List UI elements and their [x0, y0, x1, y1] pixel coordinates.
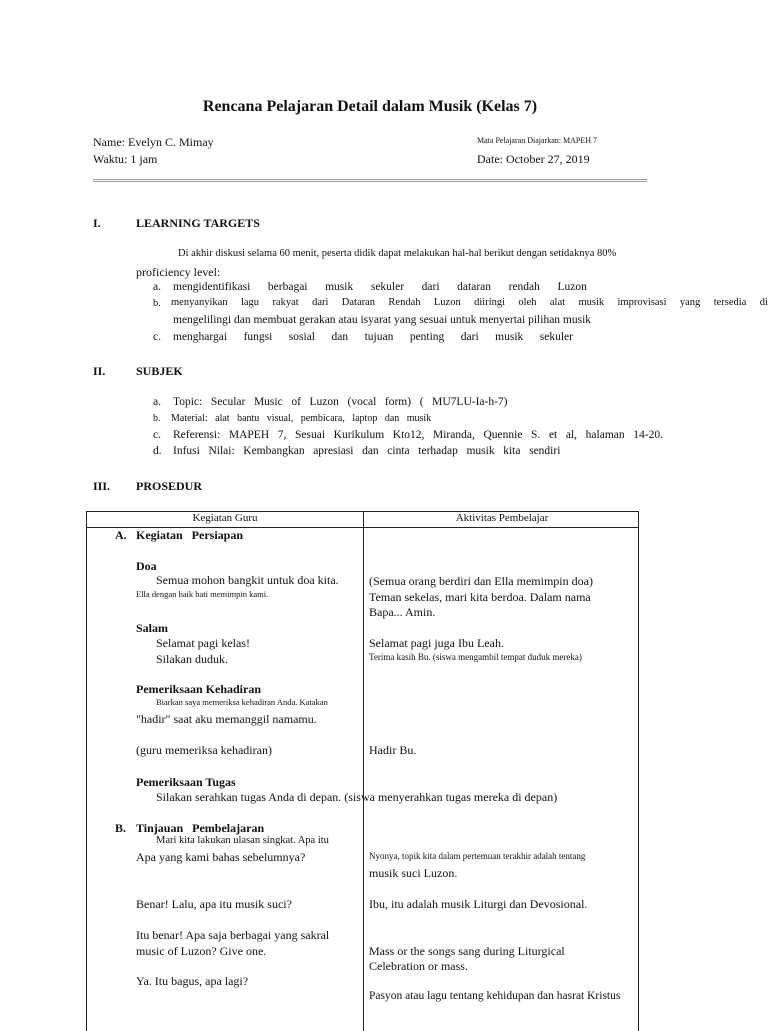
review-student-line5: Celebration or mass.: [369, 959, 468, 973]
review-teacher-line4: Itu benar! Apa saja berbagai yang sakral: [136, 928, 330, 942]
review-student-line4: Mass or the songs sang during Liturgical: [369, 944, 565, 958]
target-word: tujuan: [364, 331, 394, 343]
doa-student-line1: (Semua orang berdiri dan Ella memimpin doa): [369, 574, 593, 588]
attendance-student: Hadir Bu.: [369, 743, 417, 757]
column-divider: [363, 512, 364, 1031]
target-b-cont: mengelilingi dan membuat gerakan atau isyarat yang sesuai untuk menyertai pilihan musik: [173, 314, 592, 326]
review-teacher-line3: Benar! Lalu, apa itu musik suci?: [136, 897, 292, 911]
salam-student-line1: Selamat pagi juga Ibu Leah.: [369, 636, 504, 650]
section1-intro-cont: proficiency level:: [136, 265, 221, 279]
target-word: dari: [421, 281, 440, 293]
target-word: dari: [312, 297, 329, 308]
section1-number: I.: [93, 216, 101, 230]
part-a-mark: A.: [115, 528, 127, 542]
doa-student-line3: Bapa... Amin.: [369, 605, 436, 619]
subject-a-mark: a.: [153, 396, 161, 408]
target-word: diiringi: [474, 297, 506, 308]
target-word: rendah: [508, 281, 540, 293]
attendance-teacher-line2: "hadir" saat aku memanggil namamu.: [136, 712, 317, 726]
target-word: dari: [460, 331, 479, 343]
header-divider: [93, 179, 647, 182]
review-student-line6: Pasyon atau lagu tentang kehidupan dan hasrat Kristus: [369, 990, 621, 1002]
attendance-teacher-line3: (guru memeriksa kehadiran): [136, 743, 272, 757]
target-word: mengidentifikasi: [173, 281, 251, 293]
target-word: oleh: [518, 297, 537, 308]
review-teacher-line1: Mari kita lakukan ulasan singkat. Apa itu: [156, 835, 329, 846]
section1-intro: Di akhir diskusi selama 60 menit, peserta didik dapat melakukan hal-hal berikut dengan setidaknya 80%: [178, 248, 617, 259]
homework-heading: Pemeriksaan Tugas: [136, 775, 236, 789]
subject-d-mark: d.: [153, 445, 162, 457]
part-b-mark: B.: [115, 821, 127, 835]
target-b-mark: b.: [153, 298, 161, 309]
subject-values: Infusi Nilai: Kembangkan apresiasi dan cinta terhadap musik kita sendiri: [173, 445, 561, 457]
target-word: musik: [325, 281, 354, 293]
target-word: musik: [495, 331, 524, 343]
target-word: menyanyikan: [171, 297, 228, 308]
attendance-teacher-line1: Biarkan saya memeriksa kehadiran Anda. Katakan: [156, 697, 328, 707]
target-word: dan: [331, 331, 349, 343]
salam-student-line2: Terima kasih Bu. (siswa mengambil tempat duduk mereka): [369, 652, 582, 662]
target-word: penting: [409, 331, 445, 343]
lesson-date: Date: October 27, 2019: [477, 152, 590, 166]
target-word: Dataran: [341, 297, 376, 308]
subject-topic: Topic: Secular Music of Luzon (vocal form) ( MU7LU-Ia-h-7): [173, 396, 508, 408]
section2-number: II.: [93, 364, 106, 378]
target-c-mark: c.: [153, 331, 161, 343]
target-word: fungsi: [243, 331, 273, 343]
attendance-heading: Pemeriksaan Kehadiran: [136, 682, 261, 696]
target-word: dataran: [457, 281, 492, 293]
subject-taught: Mata Pelajaran Diajarkan: MAPEH 7: [477, 136, 597, 145]
lesson-time: Waktu: 1 jam: [93, 152, 158, 166]
target-word: Luzon: [433, 297, 461, 308]
target-word: lagu: [240, 297, 260, 308]
target-word: menghargai: [173, 331, 228, 343]
column-header-student: Aktivitas Pembelajar: [455, 512, 549, 524]
doa-heading: Doa: [136, 559, 157, 573]
target-a-mark: a.: [153, 281, 161, 293]
target-word: sekuler: [370, 281, 405, 293]
target-word: improvisasi: [617, 297, 667, 308]
target-word: Luzon: [557, 281, 587, 293]
salam-teacher-line2: Silakan duduk.: [156, 652, 228, 666]
target-word: Rendah: [388, 297, 421, 308]
part-a-title: Kegiatan Persiapan: [136, 528, 243, 542]
target-b-text: [171, 297, 768, 308]
target-word: di: [759, 297, 768, 308]
homework-line: Silakan serahkan tugas Anda di depan. (siswa menyerahkan tugas mereka di depan): [156, 790, 558, 804]
section3-heading: PROSEDUR: [136, 479, 203, 493]
target-a-text: [173, 281, 587, 293]
section3-number: III.: [93, 479, 111, 493]
subject-c-mark: c.: [153, 429, 161, 441]
section1-heading: LEARNING TARGETS: [136, 216, 260, 230]
doa-teacher-line2: Ella dengan baik hati memimpin kami.: [136, 589, 269, 599]
doa-teacher-line1: Semua mohon bangkit untuk doa kita.: [156, 573, 339, 587]
subject-b-mark: b.: [153, 413, 161, 424]
target-word: yang: [679, 297, 701, 308]
review-student-line3: Ibu, itu adalah musik Liturgi dan Devosional.: [369, 897, 588, 911]
review-student-line2: musik suci Luzon.: [369, 866, 458, 880]
column-header-teacher: Kegiatan Guru: [192, 512, 258, 524]
review-teacher-line6: Ya. Itu bagus, apa lagi?: [136, 974, 249, 988]
target-word: sosial: [288, 331, 315, 343]
review-student-line1: Nyonya, topik kita dalam pertemuan terakhir adalah tentang: [369, 851, 586, 861]
target-c-text: [173, 331, 573, 343]
teacher-name: Name: Evelyn C. Mimay: [93, 135, 214, 149]
salam-teacher-line1: Selamat pagi kelas!: [156, 636, 250, 650]
target-word: musik: [578, 297, 605, 308]
doa-student-line2: Teman sekelas, mari kita berdoa. Dalam nama: [369, 590, 591, 604]
target-word: rakyat: [272, 297, 299, 308]
target-word: tersedia: [713, 297, 747, 308]
subject-reference: Referensi: MAPEH 7, Sesuai Kurikulum Kto12, Miranda, Quennie S. et al, halaman 14-20.: [173, 429, 663, 441]
page-title: Rencana Pelajaran Detail dalam Musik (Kelas 7): [202, 98, 538, 115]
target-word: sekuler: [539, 331, 573, 343]
target-word: berbagai: [267, 281, 308, 293]
salam-heading: Salam: [136, 621, 169, 635]
subject-material: Material: alat bantu visual, pembicara, laptop dan musik: [171, 413, 432, 424]
review-teacher-line2: Apa yang kami bahas sebelumnya?: [136, 850, 306, 864]
target-word: alat: [549, 297, 566, 308]
section2-heading: SUBJEK: [136, 364, 183, 378]
review-teacher-line5: music of Luzon? Give one.: [136, 944, 267, 958]
part-b-title: Tinjauan Pembelajaran: [136, 821, 265, 835]
